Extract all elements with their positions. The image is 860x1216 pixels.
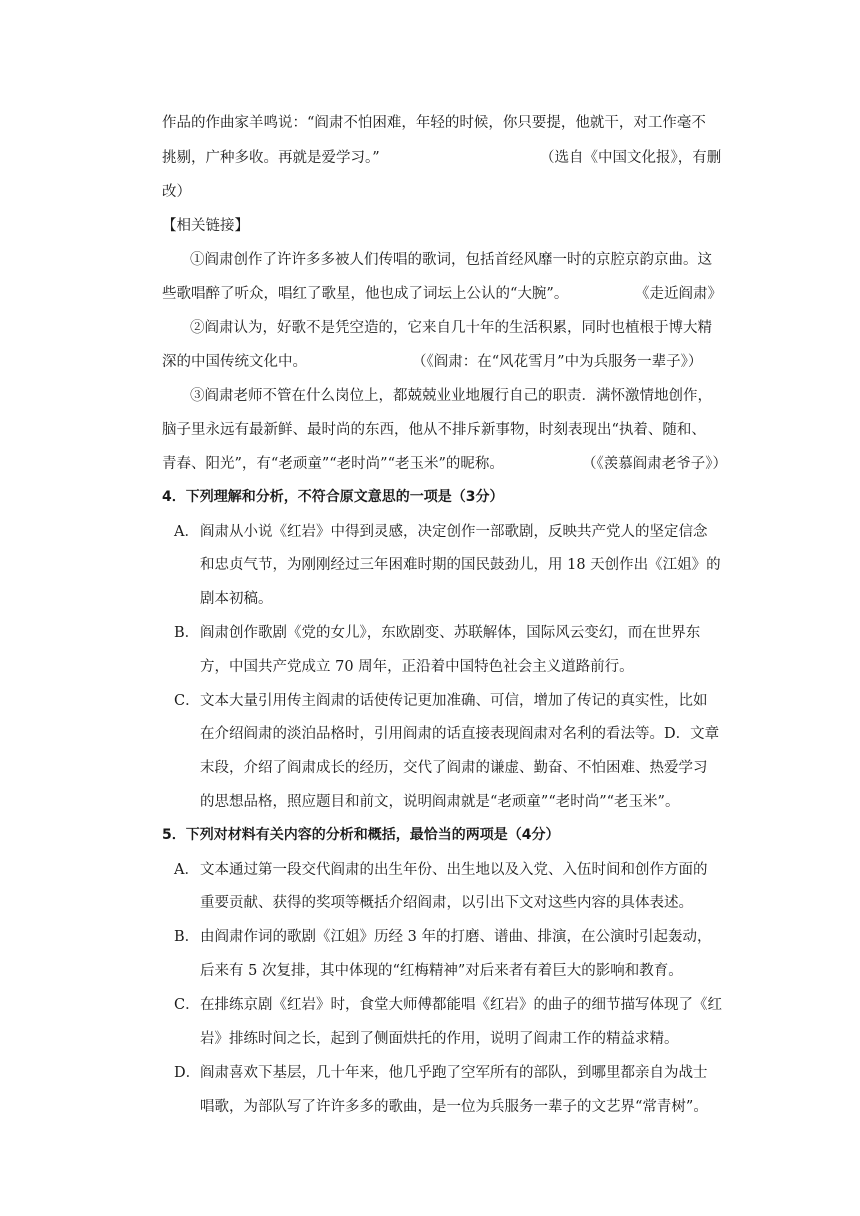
q4-option-b-line-2: 方，中国共产党成立 70 周年，正沿着中国特色社会主义道路前行。 (200, 659, 634, 675)
question-4-stem: 4．下列理解和分析，不符合原文意思的一项是（3分） (162, 489, 504, 505)
q4-option-b-line-1: 阎肃创作歌剧《党的女儿》，东欧剧变、苏联解体，国际风云变幻，而在世界东 (200, 625, 701, 641)
link-2-line-1: ②阎肃认为，好歌不是凭空造的，它来自几十年的生活积累，同时也植根于博大精 (190, 320, 712, 336)
link-2-source: （《阎肃：在“风花雪月”中为兵服务一辈子》） (412, 354, 703, 370)
link-3-line-2: 脑子里永远有最新鲜、最时尚的东西，他从不排斥新事物，时刻表现出“执着、随和、 (162, 422, 706, 438)
q4-option-b-label: B． (174, 625, 200, 641)
link-3-line-1: ③阎肃老师不管在什么岗位上，都兢兢业业地履行自己的职责．满怀激情地创作， (190, 388, 712, 404)
q5-option-b-line-1: 由阎肃作词的歌剧《江姐》历经 3 年的打磨、谱曲、排演，在公演时引起轰动， (200, 929, 712, 945)
q5-option-d-line-2: 唱歌，为部队写了许许多多的歌曲，是一位为兵服务一辈子的文艺界“常青树”。 (200, 1099, 708, 1115)
q4-option-c-line-2: 在介绍阎肃的淡泊品格时，引用阎肃的话直接表现阎肃对名利的看法等。D．文章 (200, 726, 720, 742)
q5-option-a-line-1: 文本通过第一段交代阎肃的出生年份、出生地以及入党、入伍时间和创作方面的 (200, 862, 708, 878)
q4-option-c-line-1: 文本大量引用传主阎肃的话使传记更加准确、可信，增加了传记的真实性，比如 (200, 693, 708, 709)
link-3-line-3: 青春、阳光”，有“老顽童”“老时尚”“老玉米”的昵称。 (162, 456, 504, 472)
link-1-source: 《走近阎肃》 (635, 286, 722, 302)
q4-option-c-line-3: 末段，介绍了阎肃成长的经历，交代了阎肃的谦虚、勤奋、不怕困难、热爱学习 (200, 760, 708, 776)
intro-line-2: 挑剔，广种多收。再就是爱学习。” (162, 150, 380, 166)
intro-line-1: 作品的作曲家羊鸣说：“阎肃不怕困难，年轻的时候，你只要提，他就干，对工作毫不 (162, 115, 706, 131)
q4-option-c-label: C． (174, 693, 200, 709)
q5-option-b-label: B． (174, 929, 200, 945)
question-5-stem: 5．下列对材料有关内容的分析和概括，最恰当的两项是（4分） (162, 827, 560, 843)
q5-option-d-line-1: 阎肃喜欢下基层，几十年来，他几乎跑了空军所有的部队，到哪里都亲自为战士 (200, 1065, 708, 1081)
link-1-line-1: ①阎肃创作了许许多多被人们传唱的歌词，包括首经风靡一时的京腔京韵京曲。这 (190, 252, 712, 268)
link-1-line-2: 些歌唱醉了听众，唱红了歌星，他也成了词坛上公认的“大腕”。 (162, 286, 569, 302)
q4-option-a-line-2: 和忠贞气节，为刚刚经过三年困难时期的国民鼓劲儿，用 18 天创作出《江姐》的 (200, 557, 721, 573)
links-heading: 【相关链接】 (162, 218, 249, 234)
q5-option-c-line-1: 在排练京剧《红岩》时，食堂大师傅都能唱《红岩》的曲子的细节描写体现了《红 (200, 997, 722, 1013)
intro-source: （选自《中国文化报》，有删 (540, 150, 722, 166)
link-2-line-2: 深的中国传统文化中。 (162, 354, 307, 370)
q5-option-b-line-2: 后来有 5 次复排，其中体现的“红梅精神”对后来者有着巨大的影响和教育。 (200, 963, 683, 979)
q4-option-a-line-3: 剧本初稿。 (200, 591, 273, 607)
link-3-source: （《羡慕阎肃老爷子》） (582, 456, 727, 472)
q4-option-a-line-1: 阎肃从小说《红岩》中得到灵感，决定创作一部歌剧，反映共产党人的坚定信念 (200, 524, 708, 540)
q4-option-a-label: A． (174, 524, 199, 540)
intro-line-3: 改） (162, 184, 191, 200)
q5-option-c-line-2: 岩》排练时间之长，起到了侧面烘托的作用，说明了阎肃工作的精益求精。 (200, 1031, 679, 1047)
q5-option-a-line-2: 重要贡献、获得的奖项等概括介绍阎肃，以引出下文对这些内容的具体表述。 (200, 895, 693, 911)
q5-option-c-label: C． (174, 997, 200, 1013)
q5-option-d-label: D． (174, 1065, 201, 1081)
q5-option-a-label: A． (174, 862, 199, 878)
q4-option-c-line-4: 的思想品格，照应题目和前文，说明阎肃就是“老顽童”“老时尚”“老玉米”。 (200, 794, 680, 810)
